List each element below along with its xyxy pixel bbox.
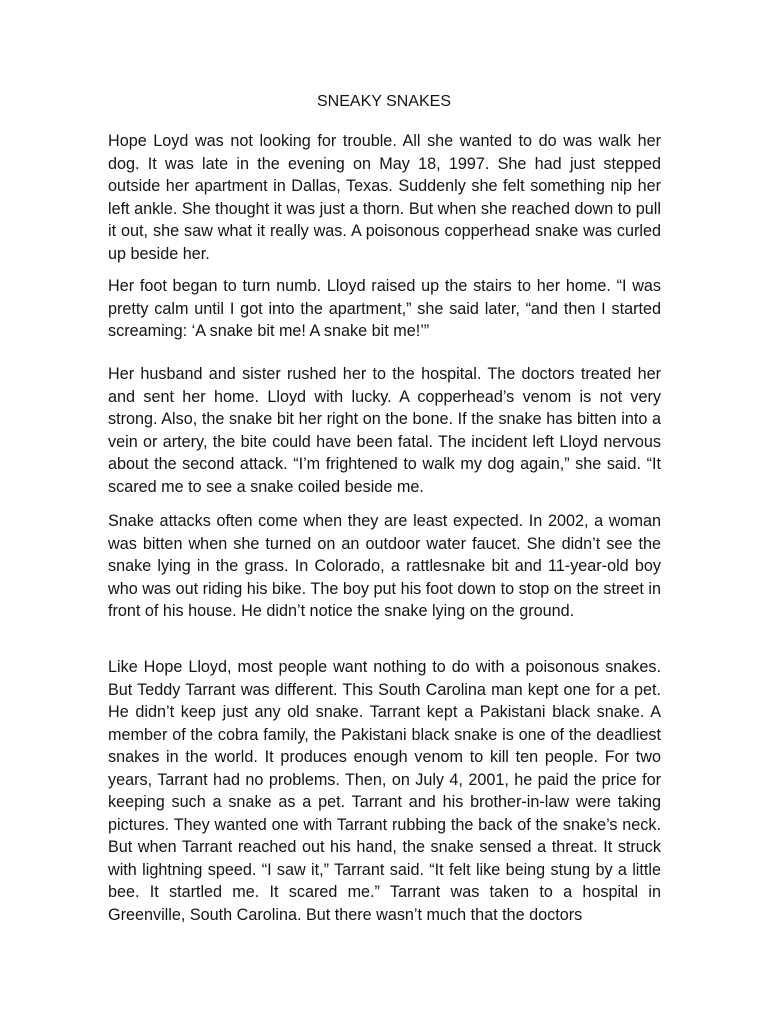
paragraph-snake-attacks: Snake attacks often come when they are least expected. In 2002, a woman was bitten when she turned on an outdoor water faucet. She didn’t see the snake lying in the grass. In Colorado, a rattlesnake bit and 11-year-old boy who was out riding his bike. The boy put his foot down to stop on the street in front of his house. He didn’t notice the snake lying on the ground.	[108, 512, 661, 620]
document-title: SNEAKY SNAKES	[317, 93, 451, 110]
paragraph-foot-numb: Her foot began to turn numb. Lloyd raised up the stairs to her home. “I was pretty calm until I got into the apartment,” she said later, “and then I started screaming: ‘A snake bit me! A snake bit me!’”	[108, 277, 661, 340]
paragraph-hospital: Her husband and sister rushed her to the hospital. The doctors treated her and sent her home. Lloyd with lucky. A copperhead’s venom is not very strong. Also, the snake bit her right on the bone. If the snake has bitten into a vein or artery, the bite could have been fatal. The incident left Lloyd nervous about the second attack. “I’m frightened to walk my dog again,” she said. “It scared me to see a snake coiled beside me.	[108, 365, 661, 496]
paragraph-hope-loyd-intro: Hope Loyd was not looking for trouble. All she wanted to do was walk her dog. It was late in the evening on May 18, 1997. She had just stepped outside her apartment in Dallas, Texas. Suddenly she felt something nip her left ankle. She thought it was just a thorn. But when she reached down to pull it out, she saw what it really was. A poisonous copperhead snake was curled up beside her.	[108, 132, 661, 263]
paragraph-teddy-tarrant: Like Hope Lloyd, most people want nothing to do with a poisonous snakes. But Teddy Tarrant was different. This South Carolina man kept one for a pet. He didn’t keep just any old snake. Tarrant kept a Pakistani black snake. A member of the cobra family, the Pakistani black snake is one of the deadliest snakes in the world. It produces enough venom to kill ten people. For two years, Tarrant had no problems. Then, on July 4, 2001, he paid the price for keeping such a snake as a pet. Tarrant and his brother-in-law were taking pictures. They wanted one with Tarrant rubbing the back of the snake’s neck. But when Tarrant reached out his hand, the snake sensed a threat. It struck with lightning speed. “I saw it,” Tarrant said. “It felt like being stung by a little bee. It startled me. It scared me.” Tarrant was taken to a hospital in Greenville, South Carolina. But there wasn’t much that the doctors	[108, 658, 661, 924]
